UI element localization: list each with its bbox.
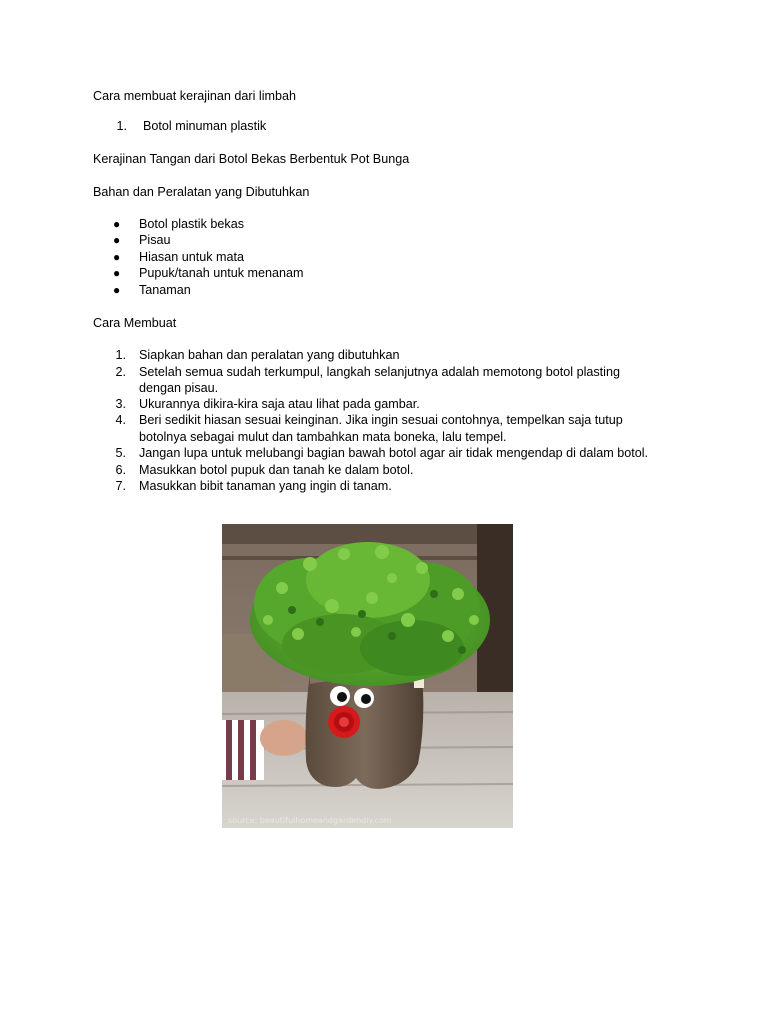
document-title: Cara membuat kerajinan dari limbah: [93, 89, 296, 103]
bullet-icon: ●: [113, 250, 121, 264]
list-item-label: Botol plastik bekas: [139, 217, 245, 231]
step-text: Siapkan bahan dan peralatan yang dibutuhkan: [139, 348, 400, 362]
subtitle: Kerajinan Tangan dari Botol Bekas Berbentuk Pot Bunga: [93, 152, 410, 166]
steps-heading: Cara Membuat: [93, 316, 177, 330]
list-item-label: Pisau: [139, 233, 171, 247]
bottle-planter-photo: [222, 524, 513, 828]
step-number: 1.: [115, 348, 126, 362]
photo-caption: source: beautifulhomeandgardendiy.com: [228, 816, 392, 825]
bullet-icon: ●: [113, 233, 121, 247]
step-text: botolnya sebagai mulut dan tambahkan mata boneka, lalu tempel.: [139, 430, 507, 444]
step-text: Masukkan bibit tanaman yang ingin di tanam.: [139, 479, 392, 493]
step-number: 7.: [115, 479, 126, 493]
section-label: Botol minuman plastik: [143, 119, 267, 133]
list-item-label: Tanaman: [139, 283, 191, 297]
list-item-label: Hiasan untuk mata: [139, 250, 245, 264]
step-number: 2.: [115, 365, 126, 379]
bullet-icon: ●: [113, 266, 121, 280]
step-text: dengan pisau.: [139, 381, 219, 395]
bullet-icon: ●: [113, 283, 121, 297]
step-text: Masukkan botol pupuk dan tanah ke dalam botol.: [139, 463, 414, 477]
section-number: 1.: [116, 119, 127, 133]
step-text: Beri sedikit hiasan sesuai keinginan. Jika ingin sesuai contohnya, tempelkan saja tutup: [139, 413, 623, 427]
step-number: 3.: [115, 397, 126, 411]
step-number: 6.: [115, 463, 126, 477]
list-item-label: Pupuk/tanah untuk menanam: [139, 266, 304, 280]
step-text: Jangan lupa untuk melubangi bagian bawah botol agar air tidak mengendap di dalam botol.: [139, 446, 649, 460]
step-number: 4.: [115, 413, 126, 427]
materials-heading: Bahan dan Peralatan yang Dibutuhkan: [93, 185, 310, 199]
step-text: Ukurannya dikira-kira saja atau lihat pada gambar.: [139, 397, 420, 411]
step-text: Setelah semua sudah terkumpul, langkah selanjutnya adalah memotong botol plasting: [139, 365, 620, 379]
step-number: 5.: [115, 446, 126, 460]
bullet-icon: ●: [113, 217, 121, 231]
